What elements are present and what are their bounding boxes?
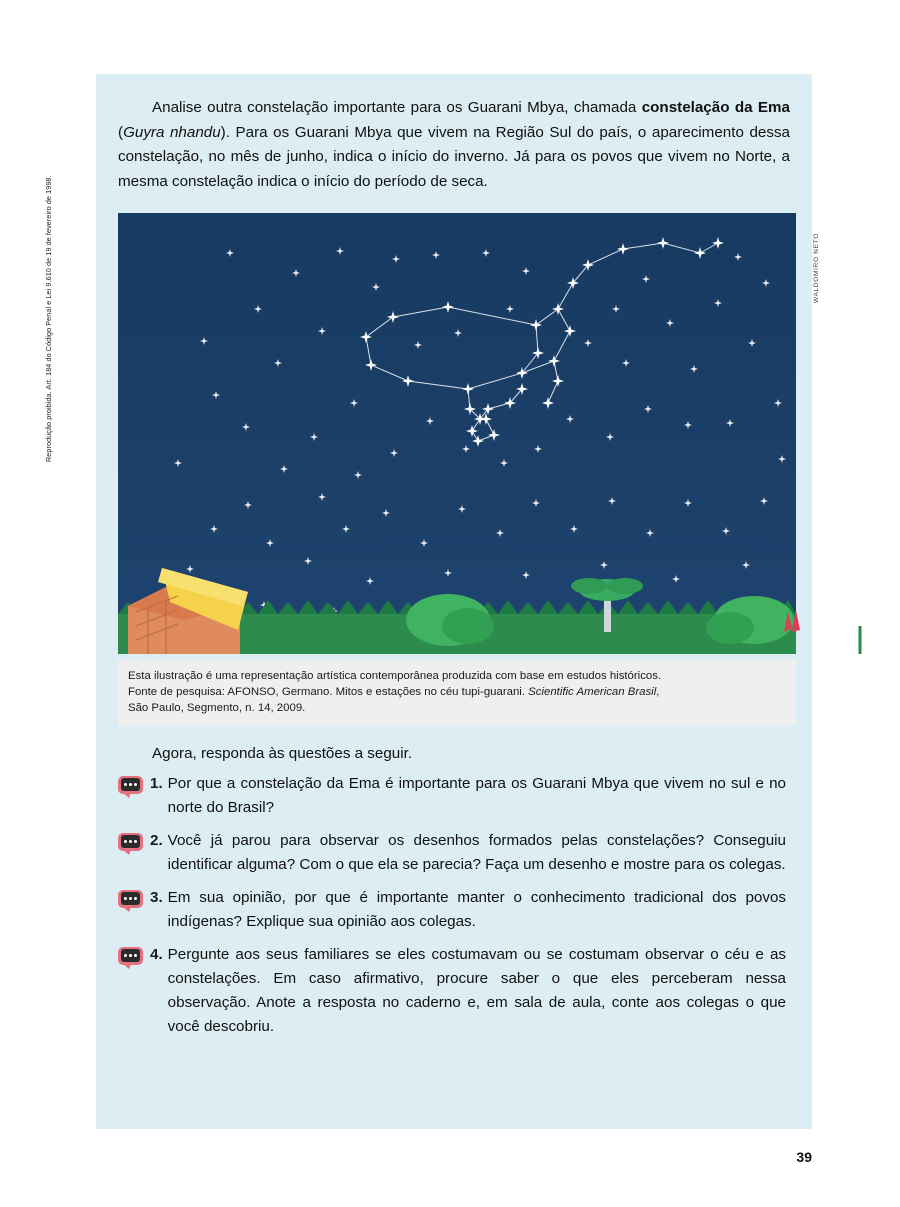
caption-source-italic: Scientific American Brasil (528, 685, 657, 698)
page-number: 39 (796, 1149, 812, 1165)
question-number: 3. (150, 889, 163, 907)
question-number: 4. (150, 946, 163, 964)
questions-list (118, 772, 790, 1039)
intro-bold-term: constelação da Ema (641, 99, 790, 116)
caption-source-comma: , (656, 685, 660, 698)
question-item (118, 772, 786, 820)
content-panel (96, 74, 820, 1129)
constellation-illustration (118, 213, 820, 654)
figure-caption (118, 660, 796, 726)
speech-bubble-icon (118, 947, 144, 967)
question-number: 1. (150, 775, 163, 793)
intro-text-part3: ). Para os Guarani Mbya que vivem na Região Sul do país, o aparecimento dessa constelação, no mês de junho, indica o início do inverno. Já para os povos que vivem no Norte, a mesma constelação indica o início do período de seca. (118, 123, 790, 190)
caption-line-3: São Paulo, Segmento, n. 14, 2009. (128, 701, 306, 714)
copyright-side-note: Reprodução proibida. Art. 184 do Código Penal e Lei 9.610 de 19 de fevereiro de 1998. (44, 175, 53, 462)
question-text: Em sua opinião, por que é importante manter o conhecimento tradicional dos povos indígenas? Explique sua opinião aos colegas. (167, 889, 786, 931)
lead-in-text: Agora, responda às questões a seguir. (152, 745, 413, 763)
speech-bubble-icon (118, 776, 144, 796)
intro-text-part1: Analise outra constelação importante para os Guarani Mbya, chamada (152, 99, 642, 116)
question-item (118, 886, 786, 934)
caption-line-2 (128, 684, 786, 700)
question-text: Pergunte aos seus familiares se eles costumavam ou se costumam observar o céu e as constelações. Em caso afirmativo, procure saber o que eles perceberam nessa observação. Anote a resposta no caderno e, em sala de aula, conte aos colegas o que você descobriu. (167, 946, 786, 1036)
illustration-credit: WALDOMIRO NETO (813, 232, 820, 303)
speech-bubble-icon (118, 890, 144, 910)
intro-text-part2: ( (118, 123, 124, 141)
question-item (118, 829, 786, 877)
village-scenery (118, 562, 796, 654)
question-text: Você já parou para observar os desenhos formados pelas constelações? Conseguiu identificar alguma? Com o que ela se parecia? Faça um desenho e mostre para os colegas. (167, 832, 786, 874)
question-text: Por que a constelação da Ema é importante para os Guarani Mbya que vivem no sul e no norte do Brasil? (167, 775, 786, 817)
speech-bubble-icon (118, 833, 144, 853)
question-number: 2. (150, 832, 163, 850)
question-item (118, 943, 786, 1039)
intro-italic-term: Guyra nhandu (123, 123, 221, 141)
caption-line-1: Esta ilustração é uma representação artística contemporânea produzida com base em estudos históricos. (128, 669, 662, 682)
intro-paragraph (118, 96, 790, 195)
caption-source-prefix: Fonte de pesquisa: AFONSO, Germano. Mitos e estações no céu tupi-guarani. (128, 685, 529, 698)
